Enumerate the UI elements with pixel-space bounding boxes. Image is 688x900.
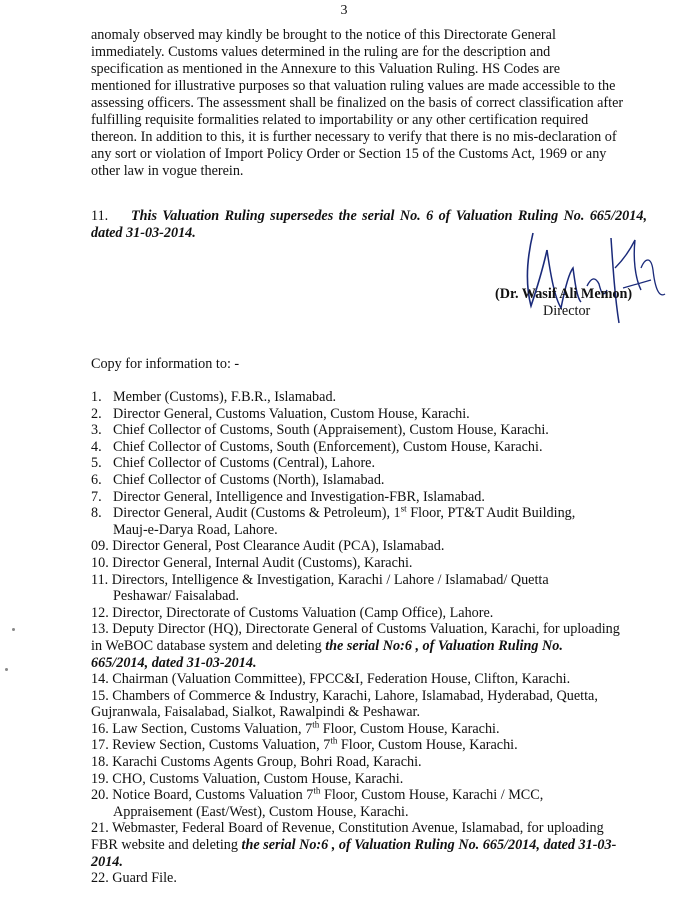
paragraph-line: specification as mentioned in the Annexure to this Valuation Ruling. HS Codes are: [91, 61, 561, 77]
item-text-part: Appraisement (East/West), Custom House, Karachi.: [113, 803, 409, 820]
list-item: [91, 455, 647, 472]
item-text-part: Mauj-e-Darya Road, Lahore.: [113, 521, 278, 538]
list-item: 10. Director General, Internal Audit (Customs), Karachi.: [91, 554, 413, 571]
item-text-part: Floor, Custom House, Karachi.: [319, 720, 500, 737]
item-text-part: Floor, PT&T Audit Building,: [406, 505, 576, 522]
paragraph-line: other law in vogue therein.: [91, 163, 244, 179]
item-text-part: Floor, Custom House, Karachi.: [337, 737, 518, 754]
item-text-part: 11. Directors, Intelligence & Investigation, Karachi / Lahore / Islamabad/ Quetta: [91, 571, 549, 588]
item-text-part: FBR website and deleting: [91, 837, 242, 854]
copy-to-list: [91, 389, 647, 887]
item-text-part: 665/2014, dated 31-03-2014.: [91, 654, 257, 671]
list-item: [91, 787, 647, 820]
list-item: [91, 389, 647, 406]
item-number: 6.: [91, 471, 102, 488]
signatory-title: Director: [543, 303, 591, 319]
item-number: 1.: [91, 389, 102, 405]
item-text: [113, 505, 647, 538]
item-text: Chief Collector of Customs, South (Enforcement), Custom House, Karachi.: [113, 438, 543, 455]
signature-block: [495, 286, 655, 320]
superscript: st: [400, 503, 407, 514]
list-item: [91, 472, 647, 489]
list-item: 09. Director General, Post Clearance Audit (PCA), Islamabad.: [91, 538, 445, 555]
item-text-part: in WeBOC database system and deleting: [91, 637, 326, 654]
superscript: th: [330, 735, 338, 746]
paragraph-line: mentioned for illustrative purposes so that valuation ruling values are made accessible to the: [91, 78, 616, 94]
item-text-part: Gujranwala, Faisalabad, Sialkot, Rawalpindi & Peshawar.: [91, 704, 420, 721]
paragraph-line: any sort or violation of Import Policy Order or Section 15 of the Customs Act, 1969 or any: [91, 146, 607, 162]
item-number: 7.: [91, 488, 102, 505]
list-item: [91, 820, 647, 870]
paragraph-line: immediately. Customs values determined in the ruling are for the description and: [91, 44, 551, 60]
item-text-part: the serial No:6 , of Valuation Ruling No.: [325, 637, 563, 654]
item-text-part: 17. Review Section, Customs Valuation, 7: [91, 737, 331, 754]
paragraph-10-continuation: [91, 27, 647, 180]
list-item: [91, 621, 647, 671]
list-item: [91, 406, 647, 423]
item-text-part: the serial No:6 , of Valuation Ruling No. 665/2014, dated 31-03-: [241, 837, 617, 854]
list-item: 18. Karachi Customs Agents Group, Bohri Road, Karachi.: [91, 754, 422, 771]
list-item: 14. Chairman (Valuation Committee), FPCC&I, Federation House, Clifton, Karachi.: [91, 671, 571, 688]
item-text: Director General, Customs Valuation, Custom House, Karachi.: [113, 405, 470, 422]
superscript: th: [312, 719, 320, 730]
list-item: [91, 572, 647, 605]
list-item: [91, 505, 647, 538]
paragraph-line: thereon. In addition to this, it is further necessary to verify that there is no mis-declaration of: [91, 129, 617, 145]
item-text-part: Director General, Audit (Customs & Petroleum), 1: [113, 505, 401, 522]
page-number: 3: [340, 3, 348, 18]
list-item: [91, 688, 647, 721]
list-item: [91, 489, 647, 506]
list-item: [91, 422, 647, 439]
superscript: th: [313, 785, 321, 796]
item-text: Member (Customs), F.B.R., Islamabad.: [113, 389, 337, 405]
paragraph-line: assessing officers. The assessment shall be finalized on the basis of correct classification after: [91, 95, 624, 111]
item-number: 2.: [91, 405, 102, 422]
list-item: 19. CHO, Customs Valuation, Custom House, Karachi.: [91, 770, 404, 787]
item-text-part: 20. Notice Board, Customs Valuation 7: [91, 787, 314, 804]
item-number: 8.: [91, 505, 102, 522]
paragraph-line: fulfilling requisite formalities related to importability or any other certification required: [91, 112, 589, 128]
item-text: Chief Collector of Customs (Central), Lahore.: [113, 455, 376, 472]
copy-to-heading: Copy for information to: -: [91, 356, 240, 372]
item-text-part: 13. Deputy Director (HQ), Directorate General of Customs Valuation, Karachi, for uploading: [91, 621, 620, 638]
item-text: Director General, Intelligence and Investigation-FBR, Islamabad.: [113, 488, 485, 505]
paragraph-line: anomaly observed may kindly be brought to the notice of this Directorate General: [91, 27, 556, 43]
list-item: 22. Guard File.: [91, 870, 177, 887]
supersede-statement: This Valuation Ruling supersedes the serial No. 6 of Valuation Ruling No. 665/2014, dated 31-03-2014.: [91, 208, 647, 241]
item-text: Chief Collector of Customs (North), Islamabad.: [113, 471, 385, 488]
list-item: [91, 721, 647, 738]
list-item: [91, 439, 647, 456]
item-number: 3.: [91, 422, 102, 439]
scan-speck: [5, 668, 8, 671]
list-item: 12. Director, Directorate of Customs Valuation (Camp Office), Lahore.: [91, 604, 494, 621]
item-text-part: Peshawar/ Faisalabad.: [113, 588, 240, 605]
item-text-part: 16. Law Section, Customs Valuation, 7: [91, 720, 313, 737]
item-text-part: Floor, Custom House, Karachi / MCC,: [320, 787, 544, 804]
scan-speck: [12, 628, 15, 631]
item-number: 4.: [91, 438, 102, 455]
paragraph-number: 11.: [91, 208, 109, 224]
item-number: 5.: [91, 455, 102, 472]
item-text: Chief Collector of Customs, South (Appraisement), Custom House, Karachi.: [113, 422, 549, 439]
item-text-part: 15. Chambers of Commerce & Industry, Karachi, Lahore, Islamabad, Hyderabad, Quetta,: [91, 687, 598, 704]
signatory-name: (Dr. Wasif Ali Memon): [495, 286, 633, 302]
item-text-part: 21. Webmaster, Federal Board of Revenue, Constitution Avenue, Islamabad, for uploading: [91, 820, 604, 837]
item-text-part: 2014.: [91, 853, 123, 870]
list-item: [91, 737, 647, 754]
